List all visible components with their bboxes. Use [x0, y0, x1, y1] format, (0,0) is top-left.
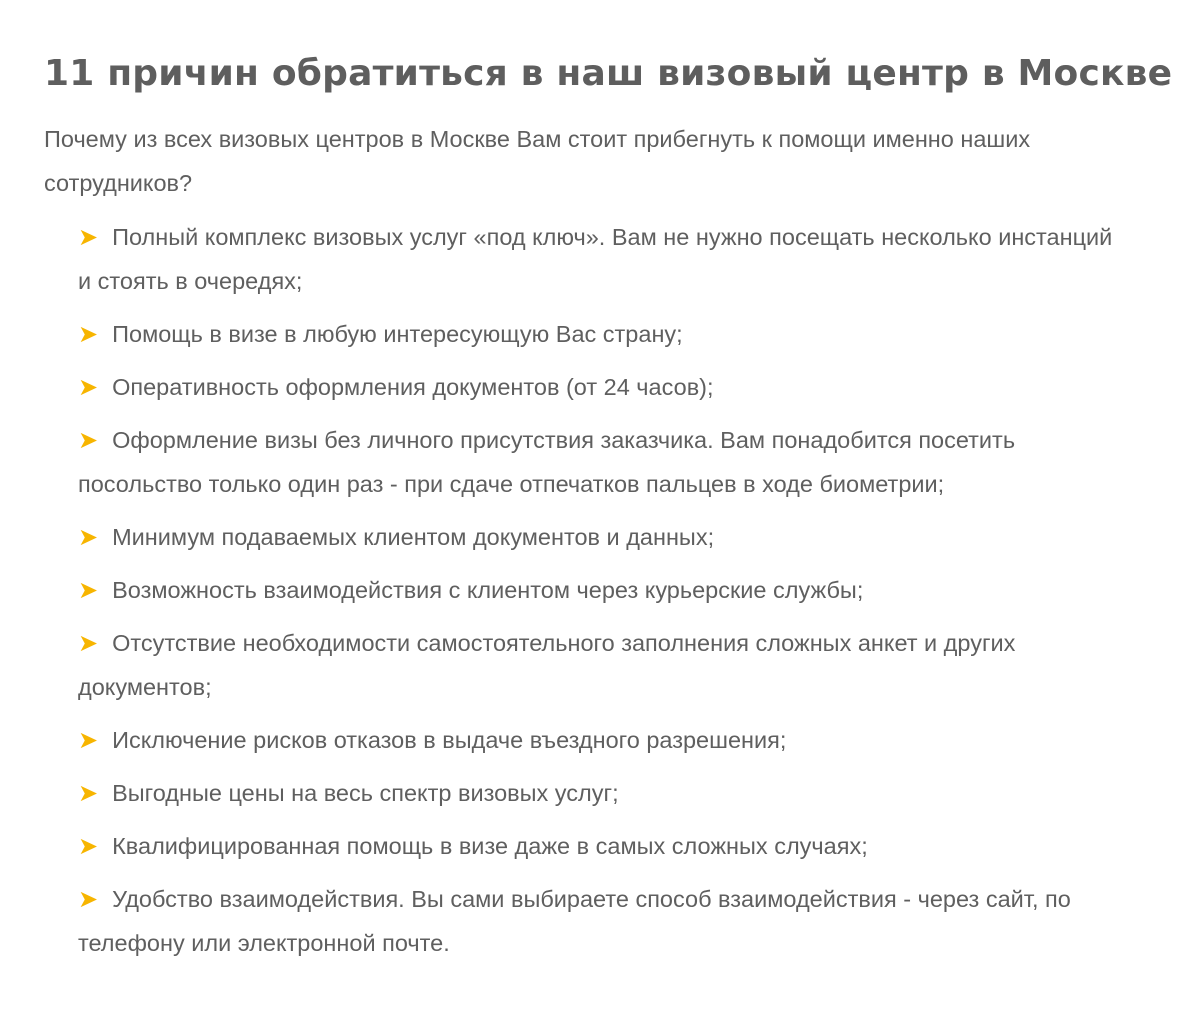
intro-text: Почему из всех визовых центров в Москве Вам стоит прибегнуть к помощи именно наших сотрудников? — [44, 126, 1031, 196]
reasons-list — [44, 215, 1164, 965]
list-item-text: Минимум подаваемых клиентом документов и данных; — [112, 524, 715, 550]
list-item-text: Исключение рисков отказов в выдаче въездного разрешения; — [112, 727, 787, 753]
list-item-text: Помощь в визе в любую интересующую Вас страну; — [112, 321, 683, 347]
arrow-right-icon: ➤ — [78, 779, 99, 807]
list-item-text: Оформление визы без личного присутствия заказчика. Вам понадобится посетить посольство только один раз - при сдаче отпечатков пальцев в ходе биометрии; — [78, 427, 1016, 497]
list-item-text: Оперативность оформления документов (от 24 часов); — [112, 374, 714, 400]
article — [44, 50, 1173, 974]
list-item-text: Отсутствие необходимости самостоятельного заполнения сложных анкет и других документов; — [78, 630, 1016, 700]
list-item — [78, 312, 1128, 356]
page-title: 11 причин обратиться в наш визовый центр в Москве — [44, 53, 1173, 94]
arrow-right-icon: ➤ — [78, 832, 99, 860]
list-item-text: Удобство взаимодействия. Вы сами выбираете способ взаимодействия - через сайт, по телефону или электронной почте. — [78, 886, 1071, 956]
arrow-right-icon: ➤ — [78, 726, 99, 754]
arrow-right-icon: ➤ — [78, 426, 99, 454]
list-item — [78, 718, 1128, 762]
list-item-text: Возможность взаимодействия с клиентом через курьерские службы; — [112, 577, 864, 603]
arrow-right-icon: ➤ — [78, 629, 99, 657]
list-item — [78, 215, 1128, 303]
list-item-text: Полный комплекс визовых услуг «под ключ». Вам не нужно посещать несколько инстанций и стоять в очередях; — [78, 224, 1113, 294]
list-item — [78, 621, 1128, 709]
list-item — [78, 771, 1128, 815]
list-item — [78, 824, 1128, 868]
list-item — [78, 515, 1128, 559]
arrow-right-icon: ➤ — [78, 523, 99, 551]
arrow-right-icon: ➤ — [78, 223, 99, 251]
list-item — [78, 365, 1128, 409]
arrow-right-icon: ➤ — [78, 885, 99, 913]
list-item — [78, 877, 1128, 965]
list-item-text: Квалифицированная помощь в визе даже в самых сложных случаях; — [112, 833, 868, 859]
arrow-right-icon: ➤ — [78, 320, 99, 348]
list-item — [78, 418, 1128, 506]
arrow-right-icon: ➤ — [78, 576, 99, 604]
arrow-right-icon: ➤ — [78, 373, 99, 401]
list-item — [78, 568, 1128, 612]
list-item-text: Выгодные цены на весь спектр визовых услуг; — [112, 780, 619, 806]
